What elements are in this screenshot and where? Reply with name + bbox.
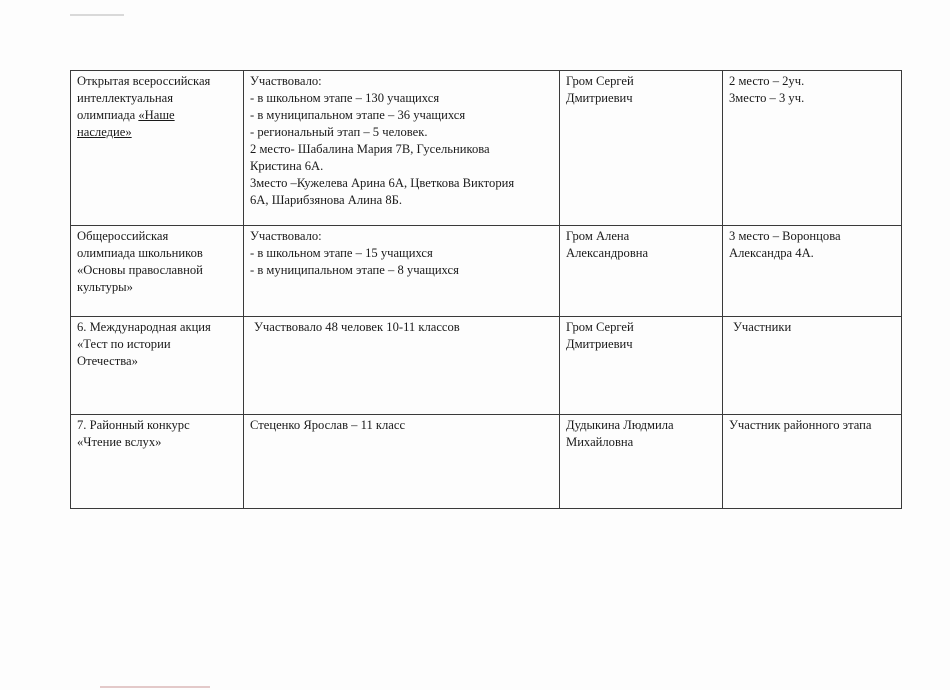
- event-line: 7. Районный конкурс: [77, 418, 190, 432]
- event-line: культуры»: [77, 280, 133, 294]
- participation-cell: [244, 415, 560, 509]
- result-line: 3 место – Воронцова: [729, 229, 841, 243]
- olympiad-name-link: наследие»: [77, 125, 132, 139]
- result-line: 2 место – 2уч.: [729, 74, 805, 88]
- event-cell: [71, 71, 244, 226]
- olympiad-name-link: «Наше: [138, 108, 175, 122]
- participation-line: Участвовало:: [250, 229, 322, 243]
- teacher-name: Гром Сергей: [566, 320, 634, 334]
- event-line: Отечества»: [77, 354, 138, 368]
- event-line: Общероссийская: [77, 229, 169, 243]
- teacher-cell: [560, 317, 723, 415]
- event-cell: [71, 415, 244, 509]
- participation-line: 2 место- Шабалина Мария 7В, Гусельникова: [250, 142, 490, 156]
- teacher-name: Гром Алена: [566, 229, 630, 243]
- event-cell: [71, 226, 244, 317]
- scan-mark: [70, 14, 124, 16]
- participation-line: - в муниципальном этапе – 8 учащихся: [250, 263, 459, 277]
- participation-line: - региональный этап – 5 человек.: [250, 125, 428, 139]
- table-row: [71, 71, 902, 226]
- table-row: [71, 415, 902, 509]
- event-line: Открытая всероссийская: [77, 74, 211, 88]
- event-line: олимпиада «Наше: [77, 108, 175, 122]
- result-line: Александра 4А.: [729, 246, 814, 260]
- table-row: [71, 317, 902, 415]
- participation-line: Стеценко Ярослав – 11 класс: [250, 418, 406, 432]
- teacher-name: Дудыкина Людмила: [566, 418, 674, 432]
- event-line: 6. Международная акция: [77, 320, 211, 334]
- event-line: «Основы православной: [77, 263, 203, 277]
- participation-cell: [244, 317, 560, 415]
- result-line: Участник районного этапа: [729, 418, 872, 432]
- result-cell: [723, 226, 902, 317]
- participation-line: - в школьном этапе – 130 учащихся: [250, 91, 440, 105]
- result-line: Участники: [733, 320, 792, 334]
- teacher-cell: [560, 71, 723, 226]
- participation-line: Участвовало 48 человек 10-11 классов: [254, 320, 460, 334]
- table-row: [71, 226, 902, 317]
- event-line: олимпиада школьников: [77, 246, 203, 260]
- result-cell: [723, 317, 902, 415]
- participation-cell: [244, 71, 560, 226]
- participation-line: Участвовало:: [250, 74, 322, 88]
- participation-line: Кристина 6А.: [250, 159, 324, 173]
- participation-cell: [244, 226, 560, 317]
- result-cell: [723, 71, 902, 226]
- participation-line: 3место –Кужелева Арина 6А, Цветкова Виктория: [250, 176, 515, 190]
- result-cell: [723, 415, 902, 509]
- participation-line: - в муниципальном этапе – 36 учащихся: [250, 108, 466, 122]
- teacher-cell: [560, 226, 723, 317]
- teacher-name: Гром Сергей: [566, 74, 634, 88]
- event-line: «Тест по истории: [77, 337, 171, 351]
- results-table: [70, 70, 902, 509]
- teacher-cell: [560, 415, 723, 509]
- scan-mark: [100, 686, 210, 688]
- event-line: интеллектуальная: [77, 91, 174, 105]
- participation-line: 6А, Шарибзянова Алина 8Б.: [250, 193, 403, 207]
- event-line: «Чтение вслух»: [77, 435, 162, 449]
- teacher-name: Михайловна: [566, 435, 634, 449]
- teacher-name: Дмитриевич: [566, 337, 633, 351]
- teacher-name: Дмитриевич: [566, 91, 633, 105]
- participation-line: - в школьном этапе – 15 учащихся: [250, 246, 433, 260]
- result-line: 3место – 3 уч.: [729, 91, 805, 105]
- teacher-name: Александровна: [566, 246, 649, 260]
- event-cell: [71, 317, 244, 415]
